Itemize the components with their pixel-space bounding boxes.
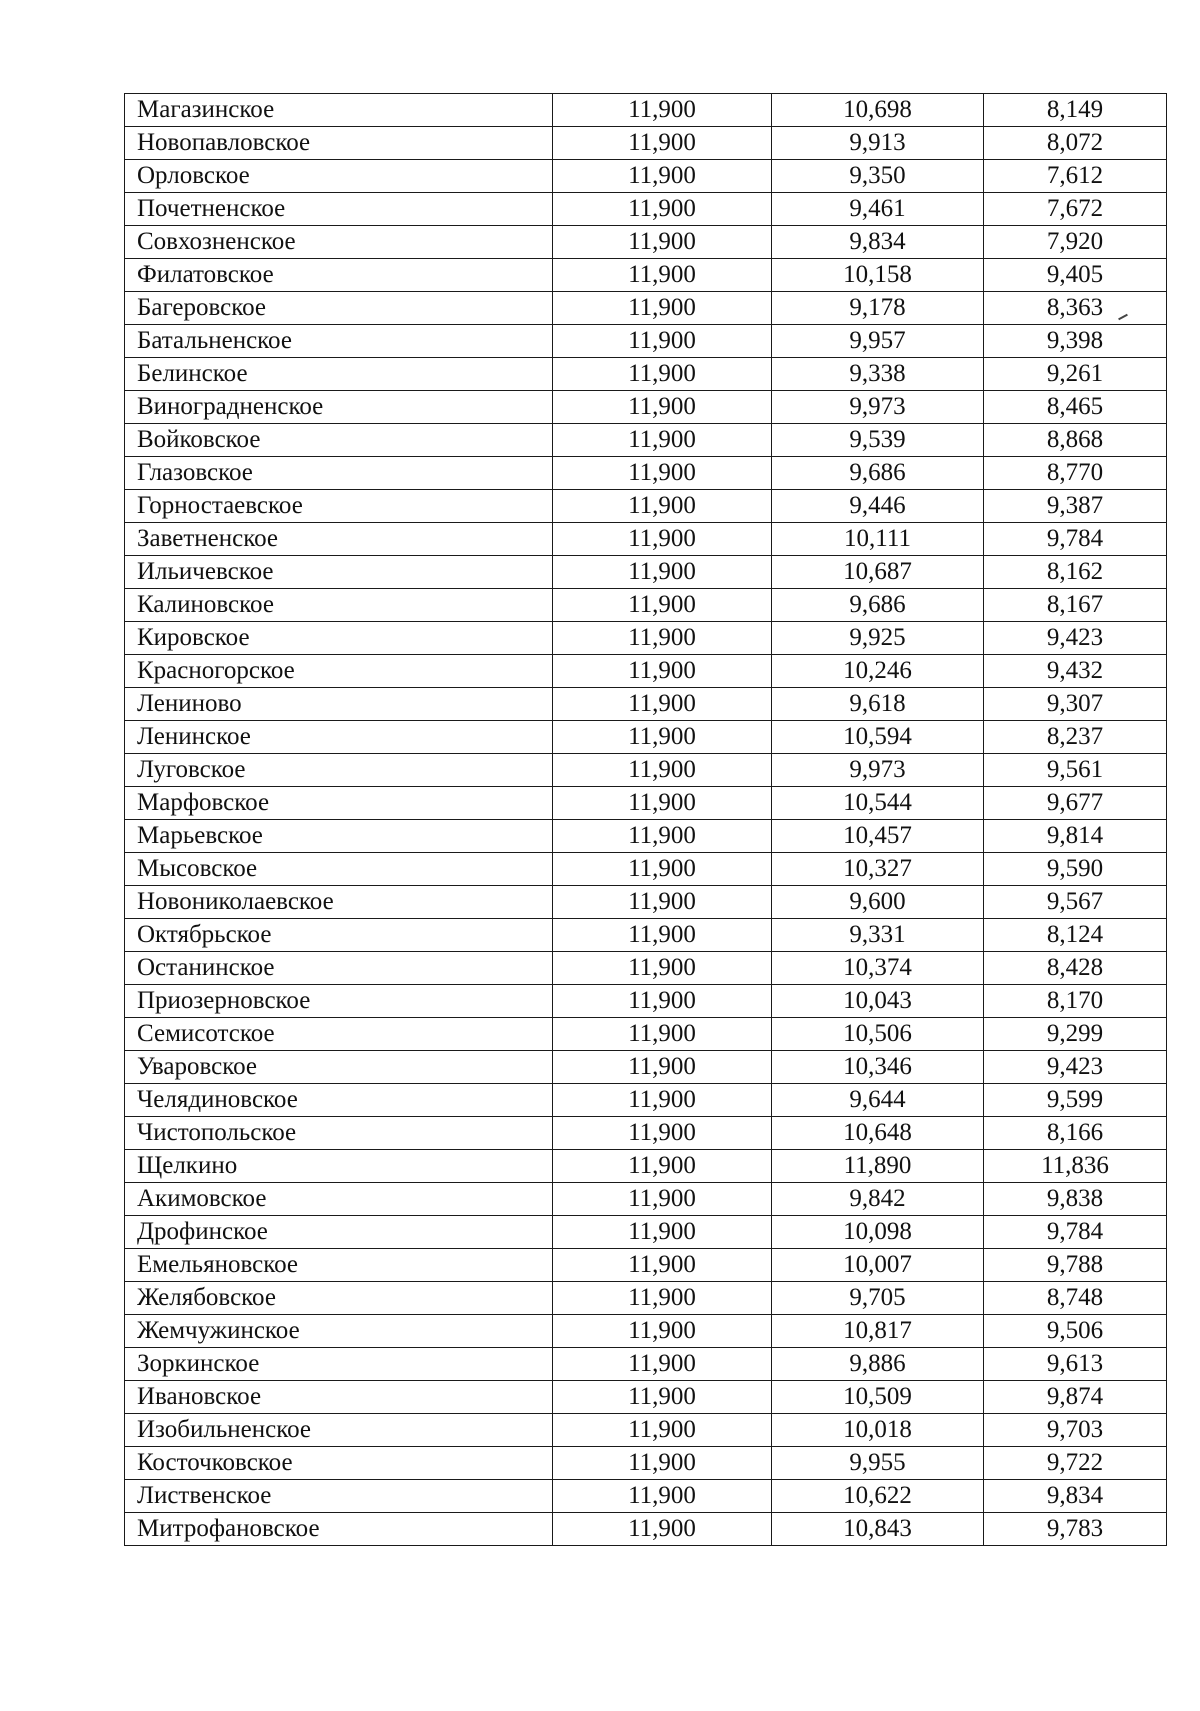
settlement-name-cell: Изобильненское [125, 1414, 553, 1447]
settlement-name-cell: Щелкино [125, 1150, 553, 1183]
settlement-name-cell: Батальненское [125, 325, 553, 358]
value-col3-cell: 9,703 [984, 1414, 1167, 1447]
settlement-name-cell: Калиновское [125, 589, 553, 622]
value-col1-cell: 11,900 [553, 1249, 772, 1282]
value-col3-cell: 11,836 [984, 1150, 1167, 1183]
table-row [125, 1513, 1167, 1546]
value-col2-cell: 9,957 [772, 325, 984, 358]
table-row [125, 556, 1167, 589]
table-row [125, 1249, 1167, 1282]
table-row [125, 523, 1167, 556]
value-col1-cell: 11,900 [553, 1216, 772, 1249]
table-row [125, 1150, 1167, 1183]
value-col2-cell: 10,374 [772, 952, 984, 985]
settlement-name-cell: Дрофинское [125, 1216, 553, 1249]
value-col3-cell: 9,299 [984, 1018, 1167, 1051]
settlement-name-cell: Магазинское [125, 94, 553, 127]
settlement-name-cell: Лениново [125, 688, 553, 721]
value-col2-cell: 9,886 [772, 1348, 984, 1381]
value-col1-cell: 11,900 [553, 1513, 772, 1546]
value-col1-cell: 11,900 [553, 952, 772, 985]
table-row [125, 886, 1167, 919]
value-col3-cell: 9,506 [984, 1315, 1167, 1348]
settlement-name-cell: Виноградненское [125, 391, 553, 424]
value-col2-cell: 10,843 [772, 1513, 984, 1546]
settlement-name-cell: Марфовское [125, 787, 553, 820]
value-col2-cell: 10,687 [772, 556, 984, 589]
settlement-name-cell: Желябовское [125, 1282, 553, 1315]
value-col3-cell: 9,567 [984, 886, 1167, 919]
table-row [125, 1183, 1167, 1216]
value-col2-cell: 9,686 [772, 589, 984, 622]
settlement-name-cell: Жемчужинское [125, 1315, 553, 1348]
value-col1-cell: 11,900 [553, 259, 772, 292]
value-col2-cell: 10,648 [772, 1117, 984, 1150]
table-row [125, 391, 1167, 424]
table-row [125, 193, 1167, 226]
value-col3-cell: 8,428 [984, 952, 1167, 985]
value-col1-cell: 11,900 [553, 1282, 772, 1315]
table-row [125, 622, 1167, 655]
settlement-name-cell: Останинское [125, 952, 553, 985]
value-col2-cell: 9,973 [772, 754, 984, 787]
settlement-name-cell: Марьевское [125, 820, 553, 853]
settlement-name-cell: Семисотское [125, 1018, 553, 1051]
value-col1-cell: 11,900 [553, 1051, 772, 1084]
value-col3-cell: 8,748 [984, 1282, 1167, 1315]
value-col3-cell: 9,423 [984, 1051, 1167, 1084]
value-col1-cell: 11,900 [553, 94, 772, 127]
settlement-name-cell: Лиственское [125, 1480, 553, 1513]
value-col3-cell: 9,784 [984, 1216, 1167, 1249]
settlement-name-cell: Войковское [125, 424, 553, 457]
value-col1-cell: 11,900 [553, 325, 772, 358]
value-col2-cell: 9,686 [772, 457, 984, 490]
value-col3-cell: 8,162 [984, 556, 1167, 589]
table-row [125, 952, 1167, 985]
settlement-name-cell: Новониколаевское [125, 886, 553, 919]
settlement-name-cell: Акимовское [125, 1183, 553, 1216]
table-row [125, 820, 1167, 853]
value-col3-cell: 7,672 [984, 193, 1167, 226]
value-col1-cell: 11,900 [553, 490, 772, 523]
value-col3-cell: 9,405 [984, 259, 1167, 292]
value-col3-cell: 9,677 [984, 787, 1167, 820]
value-col1-cell: 11,900 [553, 391, 772, 424]
value-col2-cell: 10,594 [772, 721, 984, 754]
value-col3-cell: 9,784 [984, 523, 1167, 556]
settlement-name-cell: Приозерновское [125, 985, 553, 1018]
table-body [125, 94, 1167, 1546]
value-col2-cell: 9,350 [772, 160, 984, 193]
value-col3-cell: 8,149 [984, 94, 1167, 127]
value-col2-cell: 10,111 [772, 523, 984, 556]
table-row [125, 1447, 1167, 1480]
value-col2-cell: 10,544 [772, 787, 984, 820]
table-row [125, 919, 1167, 952]
settlement-name-cell: Косточковское [125, 1447, 553, 1480]
value-col3-cell: 9,398 [984, 325, 1167, 358]
table-row [125, 1216, 1167, 1249]
value-col3-cell: 9,387 [984, 490, 1167, 523]
value-col1-cell: 11,900 [553, 1117, 772, 1150]
table-row [125, 325, 1167, 358]
value-col2-cell: 10,506 [772, 1018, 984, 1051]
value-col3-cell: 9,599 [984, 1084, 1167, 1117]
value-col2-cell: 9,973 [772, 391, 984, 424]
settlement-name-cell: Мысовское [125, 853, 553, 886]
value-col3-cell: 8,868 [984, 424, 1167, 457]
value-col2-cell: 10,246 [772, 655, 984, 688]
value-col1-cell: 11,900 [553, 622, 772, 655]
value-col1-cell: 11,900 [553, 589, 772, 622]
value-col1-cell: 11,900 [553, 523, 772, 556]
settlement-name-cell: Новопавловское [125, 127, 553, 160]
value-col2-cell: 9,618 [772, 688, 984, 721]
value-col3-cell: 9,613 [984, 1348, 1167, 1381]
value-col3-cell: 8,465 [984, 391, 1167, 424]
value-col1-cell: 11,900 [553, 919, 772, 952]
value-col1-cell: 11,900 [553, 886, 772, 919]
value-col3-cell: 8,363 [984, 292, 1167, 325]
value-col1-cell: 11,900 [553, 688, 772, 721]
value-col3-cell: 9,722 [984, 1447, 1167, 1480]
value-col2-cell: 9,842 [772, 1183, 984, 1216]
value-col3-cell: 8,072 [984, 127, 1167, 160]
table-row [125, 688, 1167, 721]
value-col3-cell: 8,166 [984, 1117, 1167, 1150]
settlement-name-cell: Филатовское [125, 259, 553, 292]
value-col2-cell: 9,705 [772, 1282, 984, 1315]
value-col1-cell: 11,900 [553, 1018, 772, 1051]
value-col1-cell: 11,900 [553, 787, 772, 820]
value-col1-cell: 11,900 [553, 358, 772, 391]
value-col2-cell: 9,600 [772, 886, 984, 919]
value-col2-cell: 10,158 [772, 259, 984, 292]
value-col1-cell: 11,900 [553, 1447, 772, 1480]
value-col1-cell: 11,900 [553, 1315, 772, 1348]
settlement-name-cell: Емельяновское [125, 1249, 553, 1282]
table-row [125, 259, 1167, 292]
value-col1-cell: 11,900 [553, 127, 772, 160]
value-col2-cell: 10,327 [772, 853, 984, 886]
value-col3-cell: 9,307 [984, 688, 1167, 721]
value-col3-cell: 8,770 [984, 457, 1167, 490]
table-row [125, 1381, 1167, 1414]
table-row [125, 424, 1167, 457]
settlement-name-cell: Митрофановское [125, 1513, 553, 1546]
value-col1-cell: 11,900 [553, 721, 772, 754]
table-row [125, 226, 1167, 259]
value-col3-cell: 8,167 [984, 589, 1167, 622]
value-col2-cell: 9,539 [772, 424, 984, 457]
settlement-name-cell: Заветненское [125, 523, 553, 556]
settlement-name-cell: Зоркинское [125, 1348, 553, 1381]
settlement-name-cell: Ленинское [125, 721, 553, 754]
value-col3-cell: 9,834 [984, 1480, 1167, 1513]
value-col1-cell: 11,900 [553, 853, 772, 886]
value-col2-cell: 10,018 [772, 1414, 984, 1447]
value-col1-cell: 11,900 [553, 1084, 772, 1117]
value-col2-cell: 9,925 [772, 622, 984, 655]
value-col1-cell: 11,900 [553, 1183, 772, 1216]
value-col2-cell: 9,178 [772, 292, 984, 325]
table-row [125, 1480, 1167, 1513]
value-col3-cell: 8,124 [984, 919, 1167, 952]
settlement-name-cell: Багеровское [125, 292, 553, 325]
settlement-name-cell: Орловское [125, 160, 553, 193]
settlement-name-cell: Кировское [125, 622, 553, 655]
value-col1-cell: 11,900 [553, 1348, 772, 1381]
table-row [125, 1084, 1167, 1117]
settlement-name-cell: Почетненское [125, 193, 553, 226]
settlements-table [124, 93, 1167, 1546]
table-row [125, 1282, 1167, 1315]
table-row [125, 1315, 1167, 1348]
value-col2-cell: 10,043 [772, 985, 984, 1018]
table-row [125, 457, 1167, 490]
value-col1-cell: 11,900 [553, 754, 772, 787]
value-col3-cell: 9,788 [984, 1249, 1167, 1282]
value-col2-cell: 10,457 [772, 820, 984, 853]
value-col1-cell: 11,900 [553, 820, 772, 853]
value-col2-cell: 10,509 [772, 1381, 984, 1414]
table-row [125, 490, 1167, 523]
value-col1-cell: 11,900 [553, 1414, 772, 1447]
value-col3-cell: 9,814 [984, 820, 1167, 853]
value-col2-cell: 9,461 [772, 193, 984, 226]
table-row [125, 1348, 1167, 1381]
value-col1-cell: 11,900 [553, 424, 772, 457]
value-col2-cell: 10,698 [772, 94, 984, 127]
value-col3-cell: 9,590 [984, 853, 1167, 886]
table-row [125, 853, 1167, 886]
table-row [125, 160, 1167, 193]
value-col1-cell: 11,900 [553, 292, 772, 325]
value-col3-cell: 9,423 [984, 622, 1167, 655]
value-col3-cell: 7,920 [984, 226, 1167, 259]
value-col1-cell: 11,900 [553, 655, 772, 688]
value-col3-cell: 8,237 [984, 721, 1167, 754]
table-row [125, 754, 1167, 787]
value-col2-cell: 10,346 [772, 1051, 984, 1084]
value-col3-cell: 9,783 [984, 1513, 1167, 1546]
value-col3-cell: 9,261 [984, 358, 1167, 391]
value-col2-cell: 9,338 [772, 358, 984, 391]
settlement-name-cell: Совхозненское [125, 226, 553, 259]
settlement-name-cell: Ивановское [125, 1381, 553, 1414]
table-row [125, 1018, 1167, 1051]
table-row [125, 127, 1167, 160]
table-row [125, 94, 1167, 127]
value-col2-cell: 10,098 [772, 1216, 984, 1249]
settlement-name-cell: Ильичевское [125, 556, 553, 589]
value-col2-cell: 11,890 [772, 1150, 984, 1183]
value-col1-cell: 11,900 [553, 226, 772, 259]
table-row [125, 1414, 1167, 1447]
settlement-name-cell: Октябрьское [125, 919, 553, 952]
value-col2-cell: 10,622 [772, 1480, 984, 1513]
table-row [125, 1117, 1167, 1150]
value-col1-cell: 11,900 [553, 160, 772, 193]
table-row [125, 1051, 1167, 1084]
value-col3-cell: 9,432 [984, 655, 1167, 688]
value-col1-cell: 11,900 [553, 1480, 772, 1513]
table-row [125, 655, 1167, 688]
value-col3-cell: 8,170 [984, 985, 1167, 1018]
table-row [125, 787, 1167, 820]
value-col2-cell: 9,446 [772, 490, 984, 523]
table-row [125, 589, 1167, 622]
table-row [125, 358, 1167, 391]
value-col1-cell: 11,900 [553, 556, 772, 589]
value-col3-cell: 9,561 [984, 754, 1167, 787]
value-col1-cell: 11,900 [553, 457, 772, 490]
value-col2-cell: 10,007 [772, 1249, 984, 1282]
value-col2-cell: 9,834 [772, 226, 984, 259]
value-col2-cell: 9,644 [772, 1084, 984, 1117]
value-col1-cell: 11,900 [553, 1150, 772, 1183]
value-col3-cell: 9,838 [984, 1183, 1167, 1216]
settlement-name-cell: Белинское [125, 358, 553, 391]
value-col2-cell: 10,817 [772, 1315, 984, 1348]
settlement-name-cell: Челядиновское [125, 1084, 553, 1117]
settlement-name-cell: Уваровское [125, 1051, 553, 1084]
table-row [125, 292, 1167, 325]
settlement-name-cell: Глазовское [125, 457, 553, 490]
value-col1-cell: 11,900 [553, 1381, 772, 1414]
settlement-name-cell: Красногорское [125, 655, 553, 688]
value-col1-cell: 11,900 [553, 985, 772, 1018]
settlement-name-cell: Чистопольское [125, 1117, 553, 1150]
value-col2-cell: 9,331 [772, 919, 984, 952]
table-row [125, 985, 1167, 1018]
settlement-name-cell: Луговское [125, 754, 553, 787]
settlement-name-cell: Горностаевское [125, 490, 553, 523]
value-col3-cell: 7,612 [984, 160, 1167, 193]
value-col1-cell: 11,900 [553, 193, 772, 226]
table-row [125, 721, 1167, 754]
value-col2-cell: 9,913 [772, 127, 984, 160]
value-col3-cell: 9,874 [984, 1381, 1167, 1414]
value-col2-cell: 9,955 [772, 1447, 984, 1480]
